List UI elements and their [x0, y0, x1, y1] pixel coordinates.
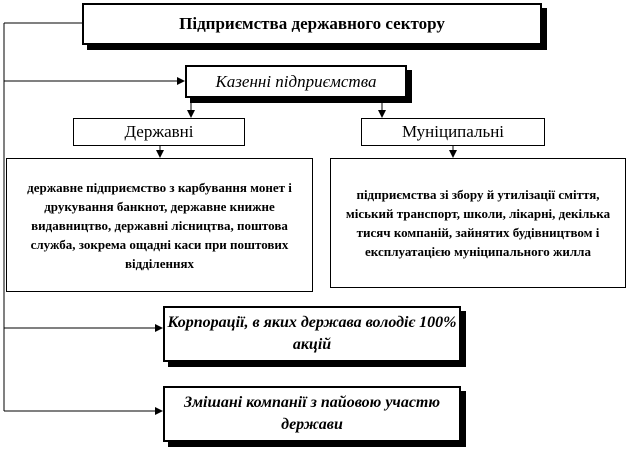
kazenni-box [185, 65, 407, 98]
korporatsii-text: Корпорації, в яких держава володіє 100% акцій [167, 314, 457, 353]
derzhavni-box [73, 118, 245, 146]
munitsypalni-box [361, 118, 545, 146]
derzhavni-description: державне підприємство з карбування монет і друкування банкнот, державне книжне видавництво, державні лісництва, поштова служба, зокрема ощадні каси при поштових відділеннях [27, 179, 292, 271]
munitsypalni-label: Муніципальні [401, 122, 505, 141]
zmishani-text: Змішані компанії з пайовою участю держави [183, 394, 441, 433]
munitsypalni-description-box [330, 158, 626, 288]
derzhavni-description-box [6, 158, 313, 292]
title-text: Підприємства державного сектору [179, 14, 445, 33]
title-box [82, 3, 542, 45]
zmishani-box [163, 386, 461, 442]
munitsypalni-description: підприємства зі збору й утилізації сміття, міський транспорт, школи, лікарні, декілька тисяч компаній, зайнятих будівництвом і експлуатацією муніципального жилла [345, 187, 611, 259]
korporatsii-box [163, 306, 461, 362]
kazenni-text: Казенні підприємства [215, 71, 377, 91]
derzhavni-label: Державні [124, 122, 194, 141]
